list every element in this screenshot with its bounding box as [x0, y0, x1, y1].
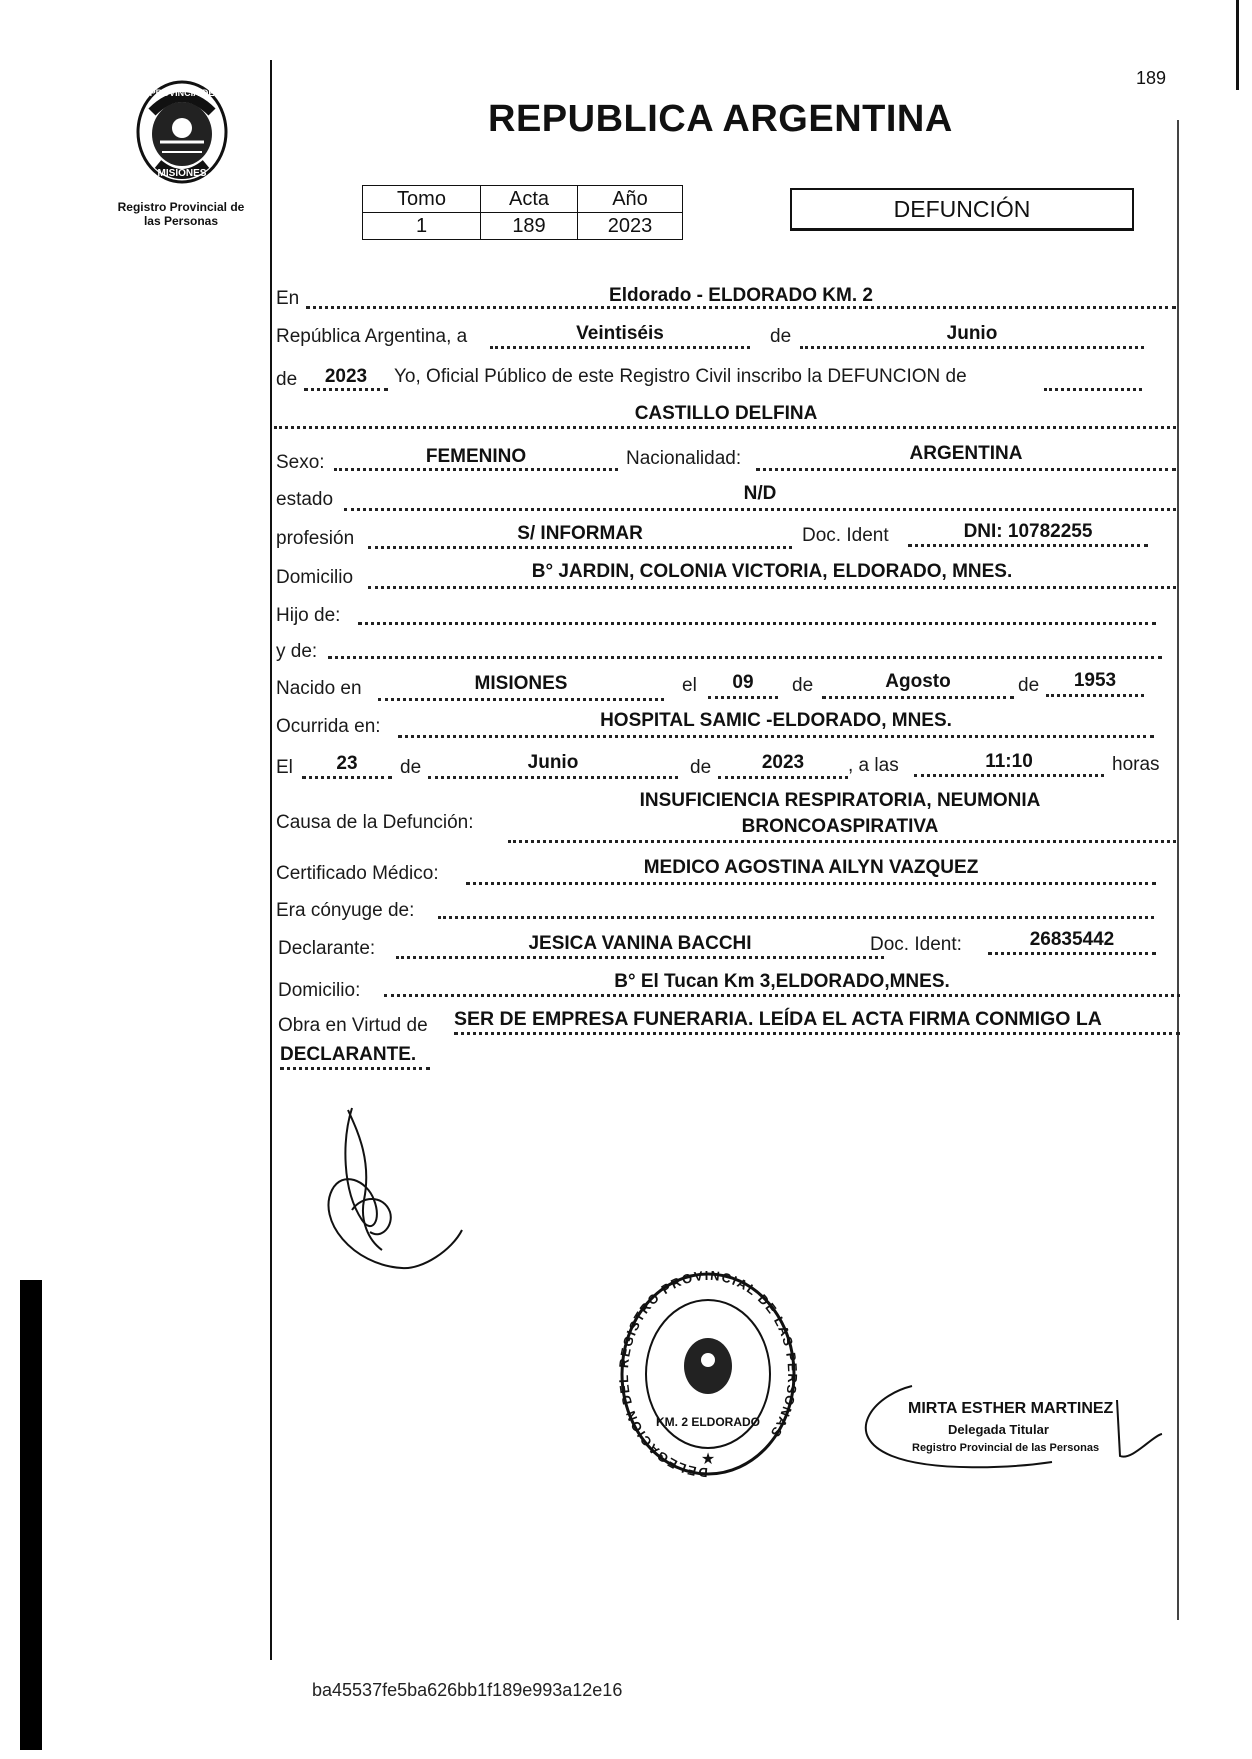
label-de-mes: de [770, 326, 792, 347]
page-title: REPUBLICA ARGENTINA [488, 98, 953, 140]
value-mes: Junio [946, 323, 998, 344]
dots-nombre [274, 426, 1176, 429]
value-hora: 11:10 [985, 751, 1033, 772]
label-republica: República Argentina, a [276, 326, 468, 347]
label-en: En [276, 288, 300, 309]
right-margin-line [1177, 120, 1179, 1620]
dots-certificado [466, 882, 1156, 885]
dots-domicilio [368, 586, 1176, 589]
reference-value-acta: 189 [481, 213, 578, 240]
value-profesion: S/ INFORMAR [517, 523, 643, 544]
reference-header-anio: Año [578, 186, 683, 213]
label-yo-oficial: Yo, Oficial Público de este Registro Civil inscribo la DEFUNCION de [394, 366, 967, 387]
value-declarante: JESICA VANINA BACCHI [528, 933, 752, 954]
dots-fall-mes [428, 776, 678, 779]
value-lugar: Eldorado - ELDORADO KM. 2 [609, 285, 873, 306]
dots-causa [508, 840, 1176, 843]
label-declarante: Declarante: [278, 938, 376, 959]
dots-declarante [396, 956, 884, 959]
province-logo [124, 72, 240, 188]
label-de-fall-mes: de [400, 757, 422, 778]
label-obra-en-virtud: Obra en Virtud de [278, 1015, 428, 1036]
dots-nac-dia [708, 696, 778, 699]
value-nacimiento-mes: Agosto [885, 671, 951, 692]
dots-dia [490, 346, 750, 349]
label-estado: estado [276, 489, 334, 510]
label-horas: horas [1112, 754, 1160, 775]
label-profesion: profesión [276, 528, 355, 549]
value-doc-ident: DNI: 10782255 [963, 521, 1093, 542]
label-de-nac-mes: de [792, 675, 814, 696]
value-dia-texto: Veintiséis [576, 323, 664, 344]
value-nacimiento-anio: 1953 [1073, 670, 1117, 691]
value-causa-linea1: INSUFICIENCIA RESPIRATORIA, NEUMONIA [639, 790, 1041, 811]
value-obra-linea1: SER DE EMPRESA FUNERARIA. LEÍDA EL ACTA FIRMA CONMIGO LA [454, 1008, 1102, 1030]
label-el-nacimiento: el [682, 675, 697, 696]
record-type-box: DEFUNCIÓN [790, 188, 1134, 231]
value-anio: 2023 [324, 366, 368, 387]
dots-declarante-domicilio [384, 994, 1180, 997]
dots-nac-mes [822, 696, 1014, 699]
value-domicilio: B° JARDIN, COLONIA VICTORIA, ELDORADO, MNES. [531, 561, 1013, 582]
label-a-las: , a las [848, 755, 899, 776]
value-nacionalidad: ARGENTINA [909, 443, 1023, 464]
dots-anio [304, 388, 388, 391]
declarant-signature [312, 1100, 472, 1280]
reference-table-value-row [363, 213, 683, 240]
label-de-nac-anio: de [1018, 675, 1040, 696]
value-certificado: MEDICO AGOSTINA AILYN VAZQUEZ [643, 857, 979, 878]
label-causa: Causa de la Defunción: [276, 812, 474, 833]
value-estado: N/D [743, 483, 777, 504]
dots-y-de [328, 656, 1162, 659]
registry-label: Registro Provincial de las Personas [117, 200, 245, 228]
reference-header-acta: Acta [481, 186, 578, 213]
value-nacimiento-dia: 09 [732, 672, 754, 693]
value-causa-linea2: BRONCOASPIRATIVA [741, 816, 939, 837]
dots-conyuge [438, 916, 1154, 919]
label-nacionalidad: Nacionalidad: [626, 448, 742, 469]
dots-hora [914, 774, 1104, 777]
label-certificado: Certificado Médico: [276, 863, 439, 884]
label-hijo-de: Hijo de: [276, 605, 341, 626]
official-signature-stamp [852, 1376, 1164, 1476]
svg-text:★: ★ [700, 1451, 716, 1468]
delegation-stamp [618, 1268, 798, 1480]
official-name: MIRTA ESTHER MARTINEZ [908, 1400, 1114, 1417]
label-nacido-en: Nacido en [276, 678, 362, 699]
delegation-seal-icon [618, 1268, 798, 1480]
label-el-fallecimiento: El [276, 757, 293, 778]
dots-obra-linea1 [454, 1032, 1180, 1035]
svg-text:DELEGACION DEL REGISTRO PROVIN: DELEGACION D EGISTRO PROVINCIAL DE LAS P SONAS [618, 1268, 798, 1480]
page-number: 189 [1136, 68, 1167, 88]
left-margin-line [270, 60, 272, 1660]
value-fallecimiento-anio: 2023 [761, 752, 805, 773]
label-sexo: Sexo: [276, 452, 325, 473]
svg-text:MISIONES: MISIONES [157, 168, 207, 179]
value-declarante-domicilio: B° El Tucan Km 3,ELDORADO,MNES. [614, 971, 950, 992]
top-right-edge-mark [1236, 0, 1239, 90]
dots-hijo-de [358, 622, 1156, 625]
label-de-fall-anio: de [690, 757, 712, 778]
label-domicilio: Domicilio [276, 567, 354, 588]
signature-icon [312, 1100, 472, 1280]
dots-obra-linea2 [280, 1067, 430, 1070]
dots-sexo [334, 468, 618, 471]
document-hash: ba45537fe5ba626bb1f189e993a12e16 [312, 1680, 623, 1700]
label-ocurrida-en: Ocurrida en: [276, 716, 381, 737]
province-seal-icon [124, 72, 240, 188]
dots-nacionalidad [756, 468, 1176, 471]
reference-value-tomo: 1 [363, 213, 481, 240]
dots-yo-oficial-end [1044, 388, 1142, 391]
value-nacido-en: MISIONES [474, 673, 568, 694]
dots-profesion [368, 546, 792, 549]
label-de-anio: de [276, 369, 298, 390]
value-fallecimiento-mes: Junio [527, 752, 579, 773]
bottom-left-edge-mark [20, 1280, 42, 1750]
dots-estado [344, 508, 1176, 511]
reference-table [362, 185, 683, 240]
dots-declarante-doc [988, 952, 1156, 955]
label-conyuge: Era cónyuge de: [276, 900, 415, 921]
reference-value-anio: 2023 [578, 213, 683, 240]
value-obra-linea2: DECLARANTE. [280, 1044, 417, 1065]
reference-table-header-row [363, 186, 683, 213]
dots-fall-dia [302, 776, 392, 779]
label-declarante-domicilio: Domicilio: [278, 980, 361, 1001]
value-nombre: CASTILLO DELFINA [634, 403, 818, 424]
official-org: Registro Provincial de las Personas [912, 1442, 1100, 1454]
dots-nacido-en [378, 698, 664, 701]
dots-mes [800, 346, 1144, 349]
value-declarante-doc: 26835442 [1029, 929, 1115, 950]
dots-ocurrida-en [398, 735, 1154, 738]
official-title: Delegada Titular [948, 1422, 1049, 1437]
svg-text:PROVINCIA DE: PROVINCIA DE [149, 88, 215, 98]
dots-nac-anio [1046, 694, 1144, 697]
dots-fall-anio [718, 776, 848, 779]
label-y-de: y de: [276, 641, 318, 662]
svg-text:KM. 2 ELDORADO: KM. 2 ELDORADO [655, 1415, 761, 1429]
dots-doc-ident [908, 544, 1148, 547]
value-sexo: FEMENINO [425, 446, 527, 467]
label-doc-ident: Doc. Ident [802, 525, 889, 546]
value-fallecimiento-dia: 23 [336, 753, 358, 774]
label-declarante-doc: Doc. Ident: [870, 934, 962, 955]
value-ocurrida-en: HOSPITAL SAMIC -ELDORADO, MNES. [600, 710, 952, 731]
reference-header-tomo: Tomo [363, 186, 481, 213]
